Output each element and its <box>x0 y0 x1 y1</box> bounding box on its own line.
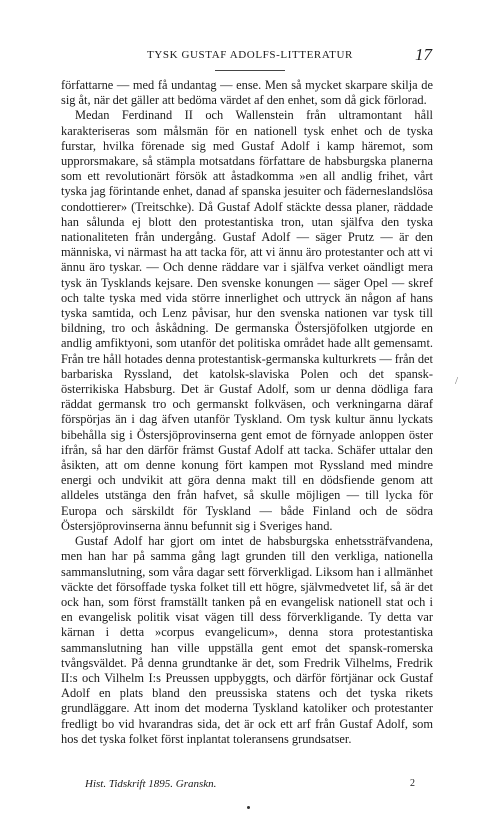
signature-mark: 2 <box>410 778 415 789</box>
running-head <box>0 46 500 66</box>
header-rule <box>215 70 285 71</box>
body-text <box>61 78 433 747</box>
page-number: 17 <box>415 45 432 64</box>
footer-journal: Hist. Tidskrift 1895. Granskn. <box>85 778 217 790</box>
ink-speck <box>247 806 250 809</box>
running-title: TYSK GUSTAF ADOLFS-LITTERATUR <box>147 49 353 61</box>
footer <box>85 778 415 790</box>
paragraph-2: Medan Ferdinand II och Wallenstein från ultramontant håll karakteriseras som målsmän för en nationell tysk enhet och de tyska furstar, hvilka förenade sig med Gustaf Adolf i kamp häremot, som upprorsmakare, så stämpla motsatdans författare de habsburgska planerna som ett revolutionärt försök att åstadkomma »en all andlig frihet, vårt tyska jag förintande enhet, danad af spanska jesuiter och fäderneslandslösa condottierer» (Treitschke). Då Gustaf Adolf stäckte dessa planer, räddade han sålunda ej blott den protestantiska tron, utan själfva den tyska nationaliteten från undergång. Gustaf Adolf — säger Prutz — är den människa, vi närmast ha att tacka för, att vi ännu äro protestanter och att vi ännu äro tyskar. — Och denne räddare var i själfva verket oändligt mera tysk än Tysklands kejsare. Den svenske konungen — säger Opel — skref och talte tyska med vida större innerlighet och uttryck än någon af hans tyska samtida, och Lenz påvisar, hur den svenska nationen var tysk till bildning, tro och åskådning. De germanska Östersjöfolken utgjorde en andlig amfiktyoni, som utanför det politiska området hade allt gemensamt. Från tre håll hotades denna protestantisk-germanska kulturkrets — från det barbariska Ryssland, det katolsk-slaviska Polen och det spansk-österrikiska Habsburg. Det är Gustaf Adolf, som ur denna dödliga fara räddat germansk tro och germanskt folkväsen, och verkningarna däraf förspörjas än i dag äfven utanför Tyskland. Om tysk kultur ännu lyckats bibehålla sig i Östersjöprovinserna gent emot de förnyade anloppen öster ifrån, så har den därför främst Gustaf Adolf att tacka. Schäfer uttalar den åsikten, att om denne konung fört kampen mot Ryssland med mindre energi och undvikit att göra denna makt till en dödsfiende genom att alldeles utstänga den från hafvet, så skulle möjligen — till lycka för Europa och särskildt för Tyskland — både Finland och de södra Östersjöprovinserna ännu befunnit sig i Sveriges hand. <box>61 108 433 533</box>
paragraph-3: Gustaf Adolf har gjort om intet de habsburgska enhetssträfvandena, men han har på samma gång lagt grunden till den verkliga, nationella sammanslutning, som våra dagar sett förverkligad. Liksom han i allmänhet väckte det försoffade tyska folket till ett högre, självmedvetet lif, så är det ock han, som först framställt tanken på en evangelisk nationell stat och i en evangelisk politik visat vägen till dess förverkligande. Ty detta var kärnan i detta »corpus evangelicum», denna stora protestantiska sammanslutning han ville uppställa gent emot det spansk-romerska tvångsväldet. På denna grundtanke är det, som Fredrik Vilhelms, Fredrik II:s och Vilhelm I:s Preussen uppbyggts, och därför förtjänar ock Gustaf Adolf en plats bland den preussiska statens och det tyska rikets grundläggare. Att inom det moderna Tyskland katoliker och protestanter fredligt bo vid hvarandras sida, det är ock ett arf från Gustaf Adolf, som hos det tyska folket först inplantat toleransens grundsatser. <box>61 534 433 746</box>
paragraph-1: författarne — med få undantag — ense. Men så mycket skarpare skilja de sig åt, när det gäller att bedöma värdet af den enhet, som då gick förlorad. <box>61 78 433 108</box>
margin-mark: / <box>455 375 459 387</box>
